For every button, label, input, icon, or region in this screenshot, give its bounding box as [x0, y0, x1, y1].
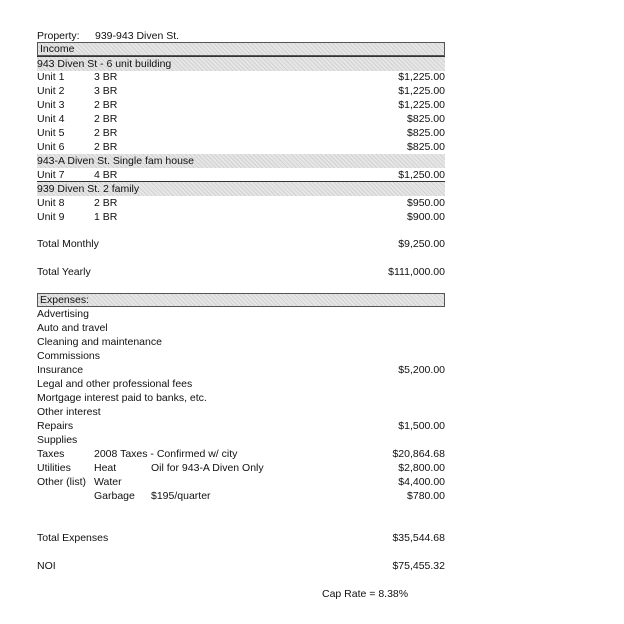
- expense-note: 2008 Taxes - Confirmed w/ city: [94, 448, 238, 460]
- expense-sub: Garbage: [94, 490, 135, 502]
- unit-name: Unit 1: [37, 71, 65, 83]
- expense-label: Legal and other professional fees: [37, 378, 193, 390]
- expense-amount: $5,200.00: [398, 364, 445, 376]
- table-row: [37, 70, 445, 84]
- expense-label: Utilities: [37, 462, 71, 474]
- unit-type: 4 BR: [94, 169, 118, 181]
- expense-amount: $4,400.00: [398, 476, 445, 488]
- unit-rent: $1,225.00: [398, 85, 445, 97]
- unit-rent: $825.00: [407, 127, 445, 139]
- total-monthly-row: [37, 237, 445, 251]
- unit-name: Unit 9: [37, 211, 65, 223]
- group-title-939: [37, 182, 445, 196]
- table-row: [37, 210, 445, 224]
- total-yearly-label: Total Yearly: [37, 266, 91, 278]
- group-title-text: 943 Diven St - 6 unit building: [37, 58, 172, 70]
- unit-type: 1 BR: [94, 211, 118, 223]
- expense-row: [37, 405, 445, 419]
- expense-row: [37, 321, 445, 335]
- unit-type: 3 BR: [94, 71, 118, 83]
- income-header: [37, 42, 445, 56]
- expense-label: Supplies: [37, 434, 78, 446]
- expense-label: Taxes: [37, 448, 65, 460]
- expense-note: $195/quarter: [151, 490, 211, 502]
- unit-name: Unit 3: [37, 99, 65, 111]
- property-label: Property:: [37, 30, 80, 42]
- expense-label: Mortgage interest paid to banks, etc.: [37, 392, 207, 404]
- unit-rent: $1,225.00: [398, 71, 445, 83]
- unit-rent: $950.00: [407, 197, 445, 209]
- unit-rent: $825.00: [407, 141, 445, 153]
- total-expenses-row: [37, 531, 445, 545]
- expense-sub: Water: [94, 476, 122, 488]
- group-title-text: 939 Diven St. 2 family: [37, 183, 140, 195]
- property-value: 939-943 Diven St.: [95, 30, 180, 42]
- expense-row: [37, 377, 445, 391]
- unit-type: 3 BR: [94, 85, 118, 97]
- cap-rate: Cap Rate = 8.38%: [322, 588, 409, 600]
- expense-row: [37, 489, 445, 503]
- total-expenses-label: Total Expenses: [37, 532, 109, 544]
- expense-note: Oil for 943-A Diven Only: [151, 462, 264, 474]
- group-title-text: 943-A Diven St. Single fam house: [37, 155, 195, 167]
- unit-rent: $900.00: [407, 211, 445, 223]
- expense-row: [37, 419, 445, 433]
- noi-value: $75,455.32: [392, 560, 445, 572]
- expense-label: Advertising: [37, 308, 89, 320]
- unit-type: 2 BR: [94, 127, 118, 139]
- unit-name: Unit 2: [37, 85, 65, 97]
- expense-row: [37, 349, 445, 363]
- expense-row: [37, 447, 445, 461]
- unit-type: 2 BR: [94, 99, 118, 111]
- total-yearly-row: [37, 265, 445, 279]
- expense-label: Repairs: [37, 420, 74, 432]
- table-row: [37, 126, 445, 140]
- total-monthly-label: Total Monthly: [37, 238, 99, 250]
- table-row: [37, 140, 445, 154]
- unit-name: Unit 4: [37, 113, 65, 125]
- expense-row: [37, 363, 445, 377]
- expense-label: Auto and travel: [37, 322, 108, 334]
- expense-row: [37, 433, 445, 447]
- unit-name: Unit 8: [37, 197, 65, 209]
- expenses-header: [37, 293, 445, 307]
- property-line: [37, 29, 445, 43]
- expense-row: [37, 475, 445, 489]
- expense-row: [37, 391, 445, 405]
- total-expenses-value: $35,544.68: [392, 532, 445, 544]
- table-row: [37, 196, 445, 210]
- total-yearly-value: $111,000.00: [388, 266, 445, 278]
- group-title-943: [37, 57, 445, 71]
- expense-sub: Heat: [94, 462, 117, 474]
- unit-type: 2 BR: [94, 141, 118, 153]
- expense-row: [37, 307, 445, 321]
- table-row: [37, 98, 445, 112]
- unit-name: Unit 5: [37, 127, 65, 139]
- expense-row: [37, 461, 445, 475]
- income-header-label: Income: [40, 43, 75, 55]
- unit-name: Unit 6: [37, 141, 65, 153]
- expense-amount: $20,864.68: [392, 448, 445, 460]
- total-monthly-value: $9,250.00: [398, 238, 445, 250]
- unit-rent: $1,250.00: [398, 169, 445, 181]
- table-row: [37, 84, 445, 98]
- expense-label: Insurance: [37, 364, 84, 376]
- table-row: [37, 168, 445, 182]
- noi-row: [37, 559, 445, 573]
- expense-amount: $2,800.00: [398, 462, 445, 474]
- table-row: [37, 112, 445, 126]
- expense-amount: $780.00: [407, 490, 445, 502]
- unit-type: 2 BR: [94, 197, 118, 209]
- noi-label: NOI: [37, 560, 56, 572]
- expense-label: Other interest: [37, 406, 101, 418]
- expense-label: Commissions: [37, 350, 101, 362]
- unit-rent: $825.00: [407, 113, 445, 125]
- unit-name: Unit 7: [37, 169, 65, 181]
- expense-label: Other (list): [37, 476, 87, 488]
- expense-row: [37, 335, 445, 349]
- group-title-943a: [37, 154, 445, 168]
- unit-type: 2 BR: [94, 113, 118, 125]
- expense-amount: $1,500.00: [398, 420, 445, 432]
- unit-rent: $1,225.00: [398, 99, 445, 111]
- expense-label: Cleaning and maintenance: [37, 336, 162, 348]
- expenses-header-label: Expenses:: [40, 294, 90, 306]
